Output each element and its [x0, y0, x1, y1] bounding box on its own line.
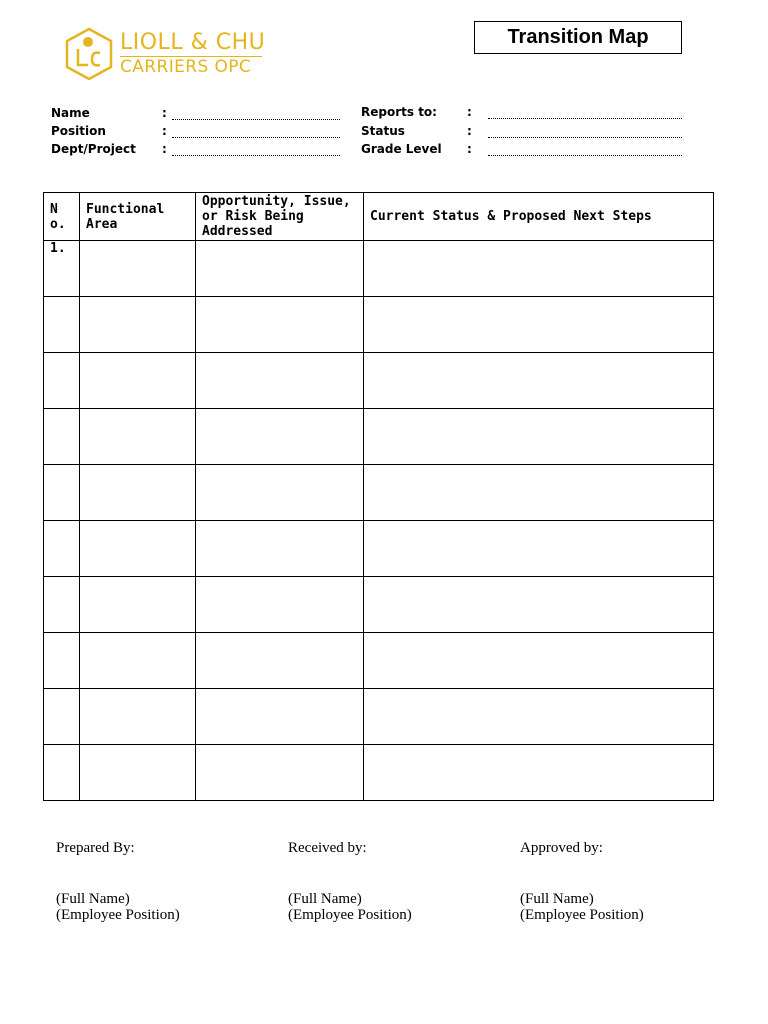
- field-colon: :: [467, 124, 472, 138]
- table-cell[interactable]: [196, 633, 364, 689]
- signature-prepared-by-name: (Full Name): [56, 891, 130, 907]
- position-input-line[interactable]: [172, 137, 340, 138]
- table-cell[interactable]: [196, 465, 364, 521]
- status-input-line[interactable]: [488, 137, 682, 138]
- column-header-no: No.: [44, 193, 80, 241]
- table-cell[interactable]: [44, 353, 80, 409]
- transition-map-table-wrapper: [43, 192, 713, 801]
- table-cell[interactable]: [364, 577, 714, 633]
- table-cell[interactable]: [44, 297, 80, 353]
- table-cell[interactable]: [80, 521, 196, 577]
- field-name: [51, 106, 341, 122]
- table-cell[interactable]: [364, 297, 714, 353]
- table-row: [44, 241, 714, 297]
- table-row: [44, 689, 714, 745]
- table-row: [44, 465, 714, 521]
- table-cell[interactable]: [80, 353, 196, 409]
- field-colon: :: [467, 105, 472, 119]
- company-logo: [62, 27, 272, 81]
- field-label: Position: [51, 124, 106, 138]
- table-cell[interactable]: [44, 577, 80, 633]
- field-label: Status: [361, 124, 405, 138]
- transition-map-table: [43, 192, 714, 801]
- table-cell[interactable]: [196, 409, 364, 465]
- field-colon: :: [467, 142, 472, 156]
- table-row: [44, 521, 714, 577]
- table-cell[interactable]: [364, 353, 714, 409]
- signature-received-by-position: (Employee Position): [288, 907, 412, 923]
- field-colon: :: [162, 106, 167, 120]
- logo-company-name: LIOLL & CHU: [120, 30, 266, 55]
- field-dept-project: [51, 142, 341, 158]
- table-row: [44, 353, 714, 409]
- table-cell[interactable]: [196, 241, 364, 297]
- table-cell[interactable]: [44, 689, 80, 745]
- table-cell[interactable]: [364, 745, 714, 801]
- table-cell[interactable]: [364, 521, 714, 577]
- table-cell[interactable]: [196, 689, 364, 745]
- dept-project-input-line[interactable]: [172, 155, 340, 156]
- table-cell[interactable]: [80, 577, 196, 633]
- table-cell[interactable]: [44, 465, 80, 521]
- field-position: [51, 124, 341, 140]
- signature-prepared-by-position: (Employee Position): [56, 907, 180, 923]
- field-label: Name: [51, 106, 90, 120]
- table-cell[interactable]: 1.: [44, 241, 80, 297]
- column-header-opportunity: Opportunity, Issue, or Risk Being Addressed: [196, 193, 364, 241]
- table-cell[interactable]: [44, 745, 80, 801]
- table-cell[interactable]: [364, 689, 714, 745]
- signature-received-by-label: Received by:: [288, 840, 367, 856]
- signature-approved-by-name: (Full Name): [520, 891, 594, 907]
- name-input-line[interactable]: [172, 119, 340, 120]
- signature-prepared-by-label: Prepared By:: [56, 840, 135, 856]
- table-cell[interactable]: [80, 689, 196, 745]
- signature-approved-by-label: Approved by:: [520, 840, 603, 856]
- table-cell[interactable]: [80, 745, 196, 801]
- hexagon-logo-icon: [62, 27, 116, 81]
- signature-received-by-name: (Full Name): [288, 891, 362, 907]
- table-cell[interactable]: [364, 465, 714, 521]
- field-grade-level: [361, 142, 683, 158]
- table-cell[interactable]: [364, 409, 714, 465]
- field-colon: :: [162, 142, 167, 156]
- table-cell[interactable]: [196, 521, 364, 577]
- table-cell[interactable]: [196, 297, 364, 353]
- logo-company-suffix: CARRIERS OPC: [120, 57, 252, 77]
- table-body: [44, 241, 714, 801]
- table-cell[interactable]: [196, 577, 364, 633]
- column-header-status: Current Status & Proposed Next Steps: [364, 193, 714, 241]
- field-colon: :: [162, 124, 167, 138]
- field-label: Dept/Project: [51, 142, 136, 156]
- table-row: [44, 745, 714, 801]
- table-cell[interactable]: [44, 409, 80, 465]
- field-reports-to: [361, 105, 683, 121]
- table-header-row: [44, 193, 714, 241]
- table-cell[interactable]: [364, 633, 714, 689]
- field-status: [361, 124, 683, 140]
- table-cell[interactable]: [80, 633, 196, 689]
- table-row: [44, 409, 714, 465]
- column-header-functional-area: Functional Area: [80, 193, 196, 241]
- field-label: Reports to:: [361, 105, 437, 119]
- grade-level-input-line[interactable]: [488, 155, 682, 156]
- table-row: [44, 297, 714, 353]
- table-row: [44, 633, 714, 689]
- table-cell[interactable]: [44, 633, 80, 689]
- field-label: Grade Level: [361, 142, 442, 156]
- signature-approved-by-position: (Employee Position): [520, 907, 644, 923]
- table-row: [44, 577, 714, 633]
- table-cell[interactable]: [196, 745, 364, 801]
- table-cell[interactable]: [44, 521, 80, 577]
- table-cell[interactable]: [80, 297, 196, 353]
- document-title: Transition Map: [474, 21, 682, 54]
- table-cell[interactable]: [80, 465, 196, 521]
- table-cell[interactable]: [80, 241, 196, 297]
- table-cell[interactable]: [80, 409, 196, 465]
- table-cell[interactable]: [196, 353, 364, 409]
- table-cell[interactable]: [364, 241, 714, 297]
- reports-to-input-line[interactable]: [488, 118, 682, 119]
